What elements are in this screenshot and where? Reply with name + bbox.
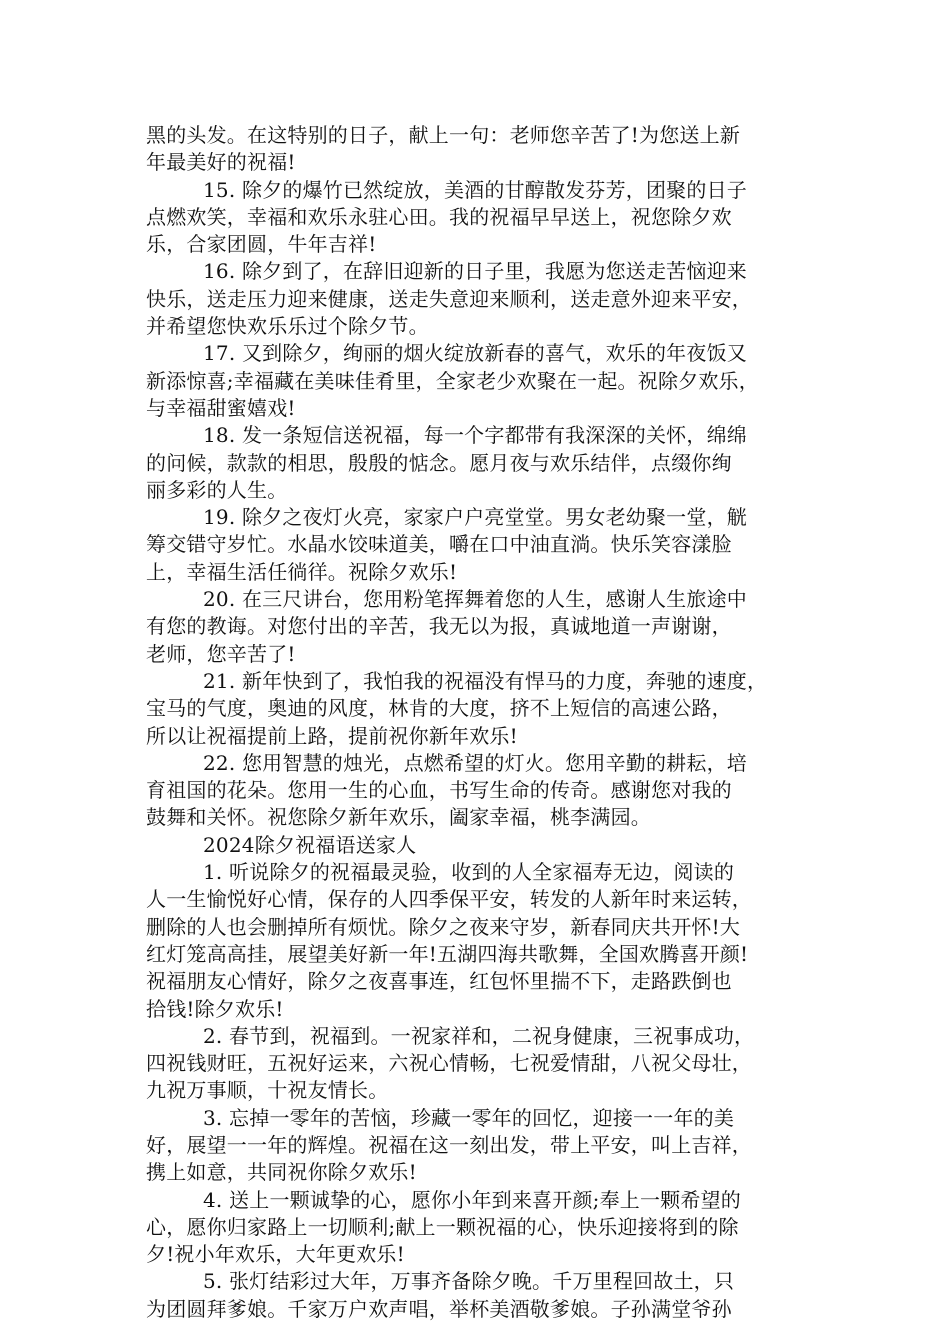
document-page xyxy=(146,122,806,1323)
text-line: 乐，合家团圆，牛年吉祥! xyxy=(146,232,377,257)
text-line: 祝福朋友心情好，除夕之夜喜事连，红包怀里揣不下，走路跌倒也 xyxy=(146,969,732,994)
text-line: 老师，您辛苦了! xyxy=(146,641,296,666)
section-heading: 2024除夕祝福语送家人 xyxy=(203,832,417,857)
text-line: 黑的头发。在这特别的日子，献上一句：老师您辛苦了!为您送上新 xyxy=(146,123,741,147)
text-line: 上，幸福生活任徜徉。祝除夕欢乐! xyxy=(146,559,458,584)
text-line: 夕!祝小年欢乐，大年更欢乐! xyxy=(146,1242,405,1267)
text-line: 并希望您快欢乐乐过个除夕节。 xyxy=(146,314,429,339)
text-line: 九祝万事顺，十祝友情长。 xyxy=(146,1078,389,1103)
text-line: 与幸福甜蜜嬉戏! xyxy=(146,395,296,420)
text-line: 的问候，款款的相思，殷殷的惦念。愿月夜与欢乐结伴，点缀你绚 xyxy=(146,450,732,475)
text-line: 新添惊喜;幸福藏在美味佳肴里，全家老少欢聚在一起。祝除夕欢乐， xyxy=(146,368,759,393)
text-line: 好，展望一一年的辉煌。祝福在这一刻出发，带上平安，叫上吉祥， xyxy=(146,1132,752,1157)
text-line: 拾钱!除夕欢乐! xyxy=(146,996,284,1021)
text-line: 筹交错守岁忙。水晶水饺味道美，嚼在口中油直淌。快乐笑容漾脸 xyxy=(146,532,732,557)
paragraph-start: 3. 忘掉一零年的苦恼，珍藏一零年的回忆，迎接一一年的美 xyxy=(203,1105,735,1130)
text-line: 为团圆拜爹娘。千家万户欢声唱，举杯美酒敬爹娘。子孙满堂爷孙 xyxy=(146,1296,732,1321)
text-line: 鼓舞和关怀。祝您除夕新年欢乐，阖家幸福，桃李满园。 xyxy=(146,805,651,830)
text-line: 年最美好的祝福! xyxy=(146,150,296,175)
text-line: 宝马的气度，奥迪的风度，林肯的大度，挤不上短信的高速公路， xyxy=(146,696,732,721)
text-line: 育祖国的花朵。您用一生的心血，书写生命的传奇。感谢您对我的 xyxy=(146,778,732,803)
paragraph-start: 16. 除夕到了，在辞旧迎新的日子里，我愿为您送走苦恼迎来 xyxy=(203,259,747,284)
text-line: 有您的教诲。对您付出的辛苦，我无以为报，真诚地道一声谢谢， xyxy=(146,614,732,639)
paragraph-start: 20. 在三尺讲台，您用粉笔挥舞着您的人生，感谢人生旅途中 xyxy=(203,587,747,612)
text-line: 人一生愉悦好心情，保存的人四季保平安，转发的人新年时来运转， xyxy=(146,887,752,912)
text-line: 四祝钱财旺，五祝好运来，六祝心情畅，七祝爱情甜，八祝父母壮， xyxy=(146,1051,752,1076)
paragraph-start: 1. 听说除夕的祝福最灵验，收到的人全家福寿无边，阅读的 xyxy=(203,860,735,885)
text-line: 快乐，送走压力迎来健康，送走失意迎来顺利，送走意外迎来平安， xyxy=(146,286,752,311)
paragraph-start: 22. 您用智慧的烛光，点燃希望的灯火。您用辛勤的耕耘，培 xyxy=(203,750,747,775)
text-line: 丽多彩的人生。 xyxy=(146,477,288,502)
paragraph-start: 18. 发一条短信送祝福，每一个字都带有我深深的关怀，绵绵 xyxy=(203,423,747,448)
text-line: 携上如意，共同祝你除夕欢乐! xyxy=(146,1160,417,1185)
text-line: 所以让祝福提前上路，提前祝你新年欢乐! xyxy=(146,723,518,748)
text-line: 红灯笼高高挂，展望美好新一年!五湖四海共歌舞，全国欢腾喜开颜! xyxy=(146,941,749,966)
text-line: 心，愿你归家路上一切顺利;献上一颗祝福的心，快乐迎接将到的除 xyxy=(146,1214,739,1239)
text-line: 删除的人也会删掉所有烦忧。除夕之夜来守岁，新春同庆共开怀!大 xyxy=(146,914,741,939)
paragraph-start: 4. 送上一颗诚挚的心，愿你小年到来喜开颜;奉上一颗希望的 xyxy=(203,1187,741,1212)
paragraph-start: 19. 除夕之夜灯火亮，家家户户亮堂堂。男女老幼聚一堂，觥 xyxy=(203,505,747,530)
paragraph-start: 2. 春节到，祝福到。一祝家祥和，二祝身健康，三祝事成功， xyxy=(203,1023,755,1048)
paragraph-start: 17. 又到除夕，绚丽的烟火绽放新春的喜气，欢乐的年夜饭又 xyxy=(203,341,747,366)
paragraph-start: 15. 除夕的爆竹已然绽放，美酒的甘醇散发芬芳，团聚的日子 xyxy=(203,177,747,202)
text-line: 点燃欢笑，幸福和欢乐永驻心田。我的祝福早早送上，祝您除夕欢 xyxy=(146,204,732,229)
paragraph-start: 21. 新年快到了，我怕我的祝福没有悍马的力度，奔驰的速度， xyxy=(203,668,768,693)
paragraph-start: 5. 张灯结彩过大年，万事齐备除夕晚。千万里程回故土，只 xyxy=(203,1269,735,1294)
